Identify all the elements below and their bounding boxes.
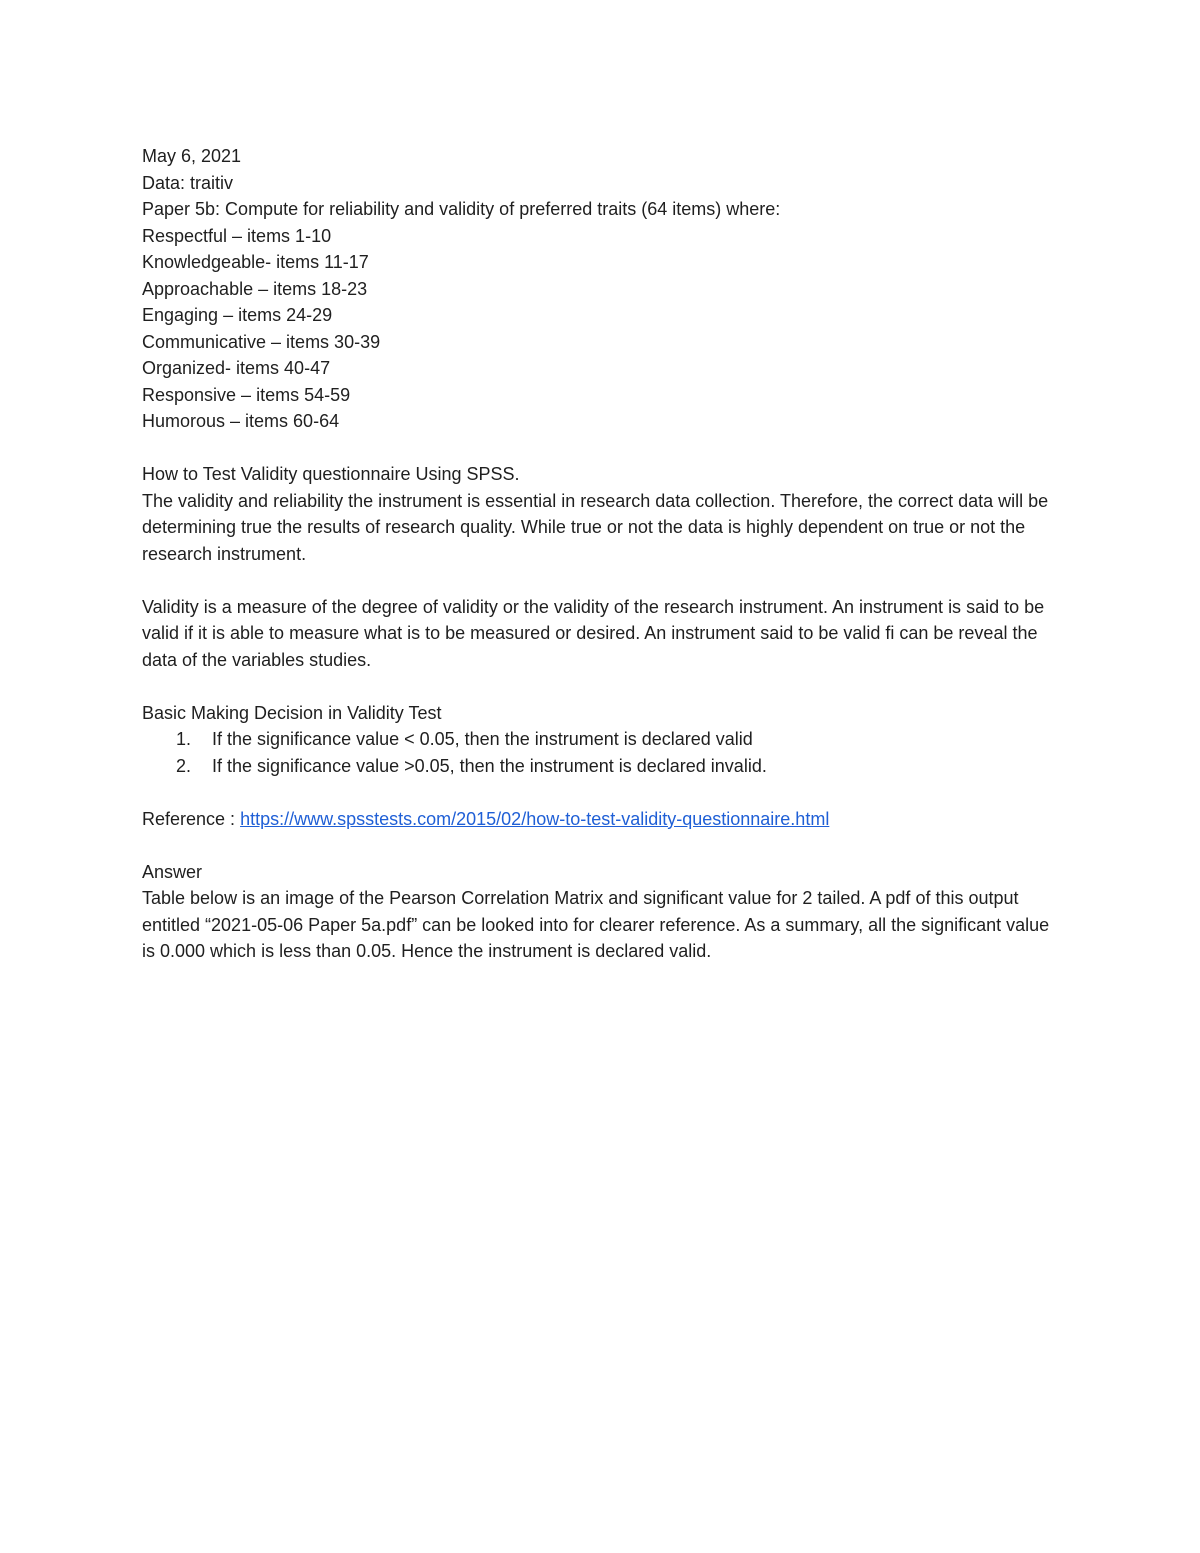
paragraph-gap — [142, 567, 1062, 594]
decision-item-text: If the significance value >0.05, then the instrument is declared invalid. — [212, 755, 767, 776]
paragraph-gap — [142, 779, 1062, 806]
decision-title: Basic Making Decision in Validity Test — [142, 702, 442, 723]
trait-item: Responsive – items 54-59 — [142, 384, 351, 405]
trait-item: Communicative – items 30-39 — [142, 331, 381, 352]
answer-heading: Answer — [142, 861, 203, 882]
decision-item — [176, 726, 1062, 753]
trait-item: Knowledgeable- items 11-17 — [142, 252, 369, 272]
paragraph-gap — [142, 673, 1062, 700]
trait-item: Humorous – items 60-64 — [142, 411, 340, 431]
task-description: Paper 5b: Compute for reliability and validity of preferred traits (64 items) where: — [142, 199, 781, 219]
reference-link[interactable]: https://www.spsstests.com/2015/02/how-to-test-validity-questionnaire.html — [240, 808, 830, 829]
decision-item-number: 2. — [176, 755, 192, 776]
document-date: May 6, 2021 — [142, 146, 242, 166]
howto-title: How to Test Validity questionnaire Using SPSS. — [142, 464, 520, 484]
trait-item: Engaging – items 24-29 — [142, 305, 333, 325]
howto-body: The validity and reliability the instrument is essential in research data collection. Therefore, the correct data will be determining true the results of research quality. While true or not the data is highly dependent on true or not the research instrument. — [142, 490, 1049, 564]
data-source-line: Data: traitiv — [142, 172, 234, 193]
trait-item: Organized- items 40-47 — [142, 358, 331, 378]
decision-list — [142, 726, 1062, 779]
decision-item — [176, 753, 1062, 780]
paragraph-gap — [142, 435, 1062, 462]
reference-line — [142, 806, 1062, 833]
paragraph-gap — [142, 832, 1062, 859]
trait-item: Respectful – items 1-10 — [142, 225, 332, 246]
document-body — [142, 143, 1062, 965]
answer-body: Table below is an image of the Pearson Correlation Matrix and significant value for 2 tailed. A pdf of this output entitled “2021-05-06 Paper 5a.pdf” can be looked into for clearer reference. As a summary, all the significant value is 0.000 which is less than 0.05. Hence the instrument is declared valid. — [142, 888, 1050, 961]
trait-item: Approachable – items 18-23 — [142, 278, 368, 299]
decision-item-text: If the significance value < 0.05, then the instrument is declared valid — [212, 729, 753, 749]
reference-label: Reference : — [142, 808, 241, 829]
validity-paragraph: Validity is a measure of the degree of validity or the validity of the research instrument. An instrument is said to be valid if it is able to measure what is to be measured or desired. An instrument said to be valid fi can be reveal the data of the variables studies. — [142, 596, 1045, 670]
trait-list — [142, 223, 1062, 435]
decision-item-number: 1. — [176, 729, 192, 749]
